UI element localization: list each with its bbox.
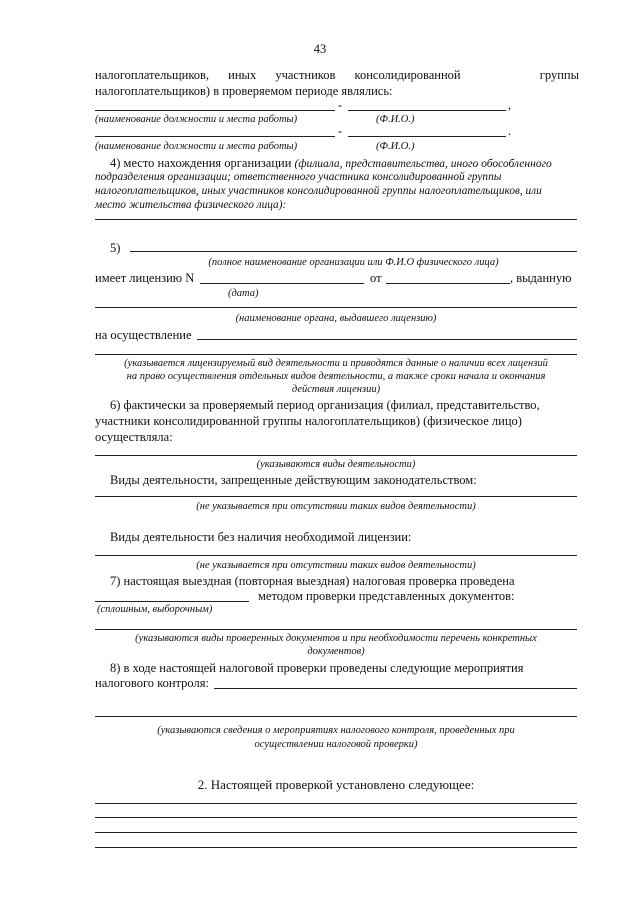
activity-blank-1[interactable] xyxy=(197,339,577,340)
activities-blank[interactable] xyxy=(95,455,577,456)
p7-line1: 7) настоящая выездная (повторная выездная) налоговая проверка проведена xyxy=(110,574,515,588)
org-caption: (полное наименование организации или Ф.И.О физического лица) xyxy=(208,257,499,268)
p3-word: участников xyxy=(275,68,336,82)
prohibited-blank[interactable] xyxy=(95,496,577,497)
p3-word: иных xyxy=(228,68,257,82)
finding-blank-1[interactable] xyxy=(95,803,577,804)
activity-caption-2: на право осуществления отдельных видов деятельности, а также сроки начала и окончания xyxy=(126,371,546,382)
activity-blank-2[interactable] xyxy=(95,354,577,355)
activity-caption-3: действия лицензии) xyxy=(291,384,381,395)
p7-line2: методом проверки представленных документов: xyxy=(258,589,515,603)
fio-caption-2: (Ф.И.О.) xyxy=(376,141,415,152)
fio-blank-2[interactable] xyxy=(348,136,506,137)
p6-line2: участники консолидированной группы налогоплательщиков) (физическое лицо) xyxy=(95,414,522,428)
p4-prefix: 4) место нахождения организации xyxy=(110,156,292,170)
activity-label: на осуществление xyxy=(95,328,192,342)
prohibited-caption: (не указывается при отсутствии таких видов деятельности) xyxy=(196,501,476,512)
activities-caption: (указываются виды деятельности) xyxy=(256,459,416,470)
license-from: от xyxy=(370,271,382,285)
unlicensed-label: Виды деятельности без наличия необходимой лицензии: xyxy=(110,530,412,544)
position-caption-2: (наименование должности и места работы) xyxy=(95,141,298,152)
section2-heading: 2. Настоящей проверкой установлено следующее: xyxy=(197,777,475,792)
period: . xyxy=(508,124,512,138)
activity-caption-1: (указывается лицензируемый вид деятельности и приводятся данные о наличии всех лицензий xyxy=(124,358,548,369)
p6-line3: осуществляла: xyxy=(95,430,173,444)
date-caption: (дата) xyxy=(228,288,259,299)
position-blank-2[interactable] xyxy=(95,136,335,137)
license-prefix: имеет лицензию N xyxy=(95,271,195,285)
docs-caption-2: документов) xyxy=(307,646,365,657)
method-blank[interactable] xyxy=(95,601,249,602)
position-blank-1[interactable] xyxy=(95,110,335,111)
position-caption-1: (наименование должности и места работы) xyxy=(95,114,298,125)
authority-blank[interactable] xyxy=(95,307,577,308)
p4-italic: (филиала, представительства, иного обособленного xyxy=(294,158,552,170)
docs-blank[interactable] xyxy=(95,629,577,630)
method-caption: (сплошным, выборочным) xyxy=(97,604,213,615)
docs-caption-1: (указываются виды проверенных документов и при необходимости перечень конкретных xyxy=(135,633,537,644)
fio-caption-1: (Ф.И.О.) xyxy=(376,114,415,125)
comma: , xyxy=(508,98,512,112)
page-number: 43 xyxy=(313,42,327,56)
license-number-blank[interactable] xyxy=(200,283,364,284)
prohibited-label: Виды деятельности, запрещенные действующим законодательством: xyxy=(110,473,477,487)
unlicensed-caption: (не указывается при отсутствии таких видов деятельности) xyxy=(196,560,476,571)
dash: - xyxy=(338,124,343,138)
p3-word: консолидированной xyxy=(354,68,461,82)
license-issued: , выданную xyxy=(510,271,572,285)
p3-word: группы xyxy=(539,68,579,82)
finding-blank-3[interactable] xyxy=(95,832,577,833)
p8-caption-1: (указываются сведения о мероприятиях налогового контроля, проведенных при xyxy=(157,725,515,736)
control-blank-1[interactable] xyxy=(214,688,577,689)
org-name-blank[interactable] xyxy=(130,251,577,252)
finding-blank-4[interactable] xyxy=(95,847,577,848)
p3-word: налогоплательщиков, xyxy=(95,68,210,82)
p6-line1: 6) фактически за проверяемый период организация (филиал, представительство, xyxy=(110,398,540,412)
p8-line2-label: налогового контроля: xyxy=(95,676,209,690)
finding-blank-2[interactable] xyxy=(95,817,577,818)
p3-line1 xyxy=(95,68,579,82)
control-blank-2[interactable] xyxy=(95,716,577,717)
p5-number: 5) xyxy=(110,241,121,255)
authority-caption: (наименование органа, выдавшего лицензию) xyxy=(235,313,437,324)
p3-line2: налогоплательщиков) в проверяемом периоде являлись: xyxy=(95,84,393,98)
p8-line1: 8) в ходе настоящей налоговой проверки проведены следующие мероприятия xyxy=(110,661,524,675)
p4-line2: подразделения организации; ответственного участника консолидированной группы xyxy=(95,171,502,183)
p4-line3: налогоплательщиков, иных участников консолидированной группы налогоплательщиков, или xyxy=(95,185,542,197)
dash: - xyxy=(338,98,343,112)
p4-line4: место жительства физического лица): xyxy=(95,199,287,211)
fio-blank-1[interactable] xyxy=(348,110,506,111)
license-date-blank[interactable] xyxy=(386,283,510,284)
p4-line1 xyxy=(110,156,552,170)
p8-caption-2: осуществлении налоговой проверки) xyxy=(254,739,418,750)
unlicensed-blank[interactable] xyxy=(95,555,577,556)
location-blank[interactable] xyxy=(95,219,577,220)
